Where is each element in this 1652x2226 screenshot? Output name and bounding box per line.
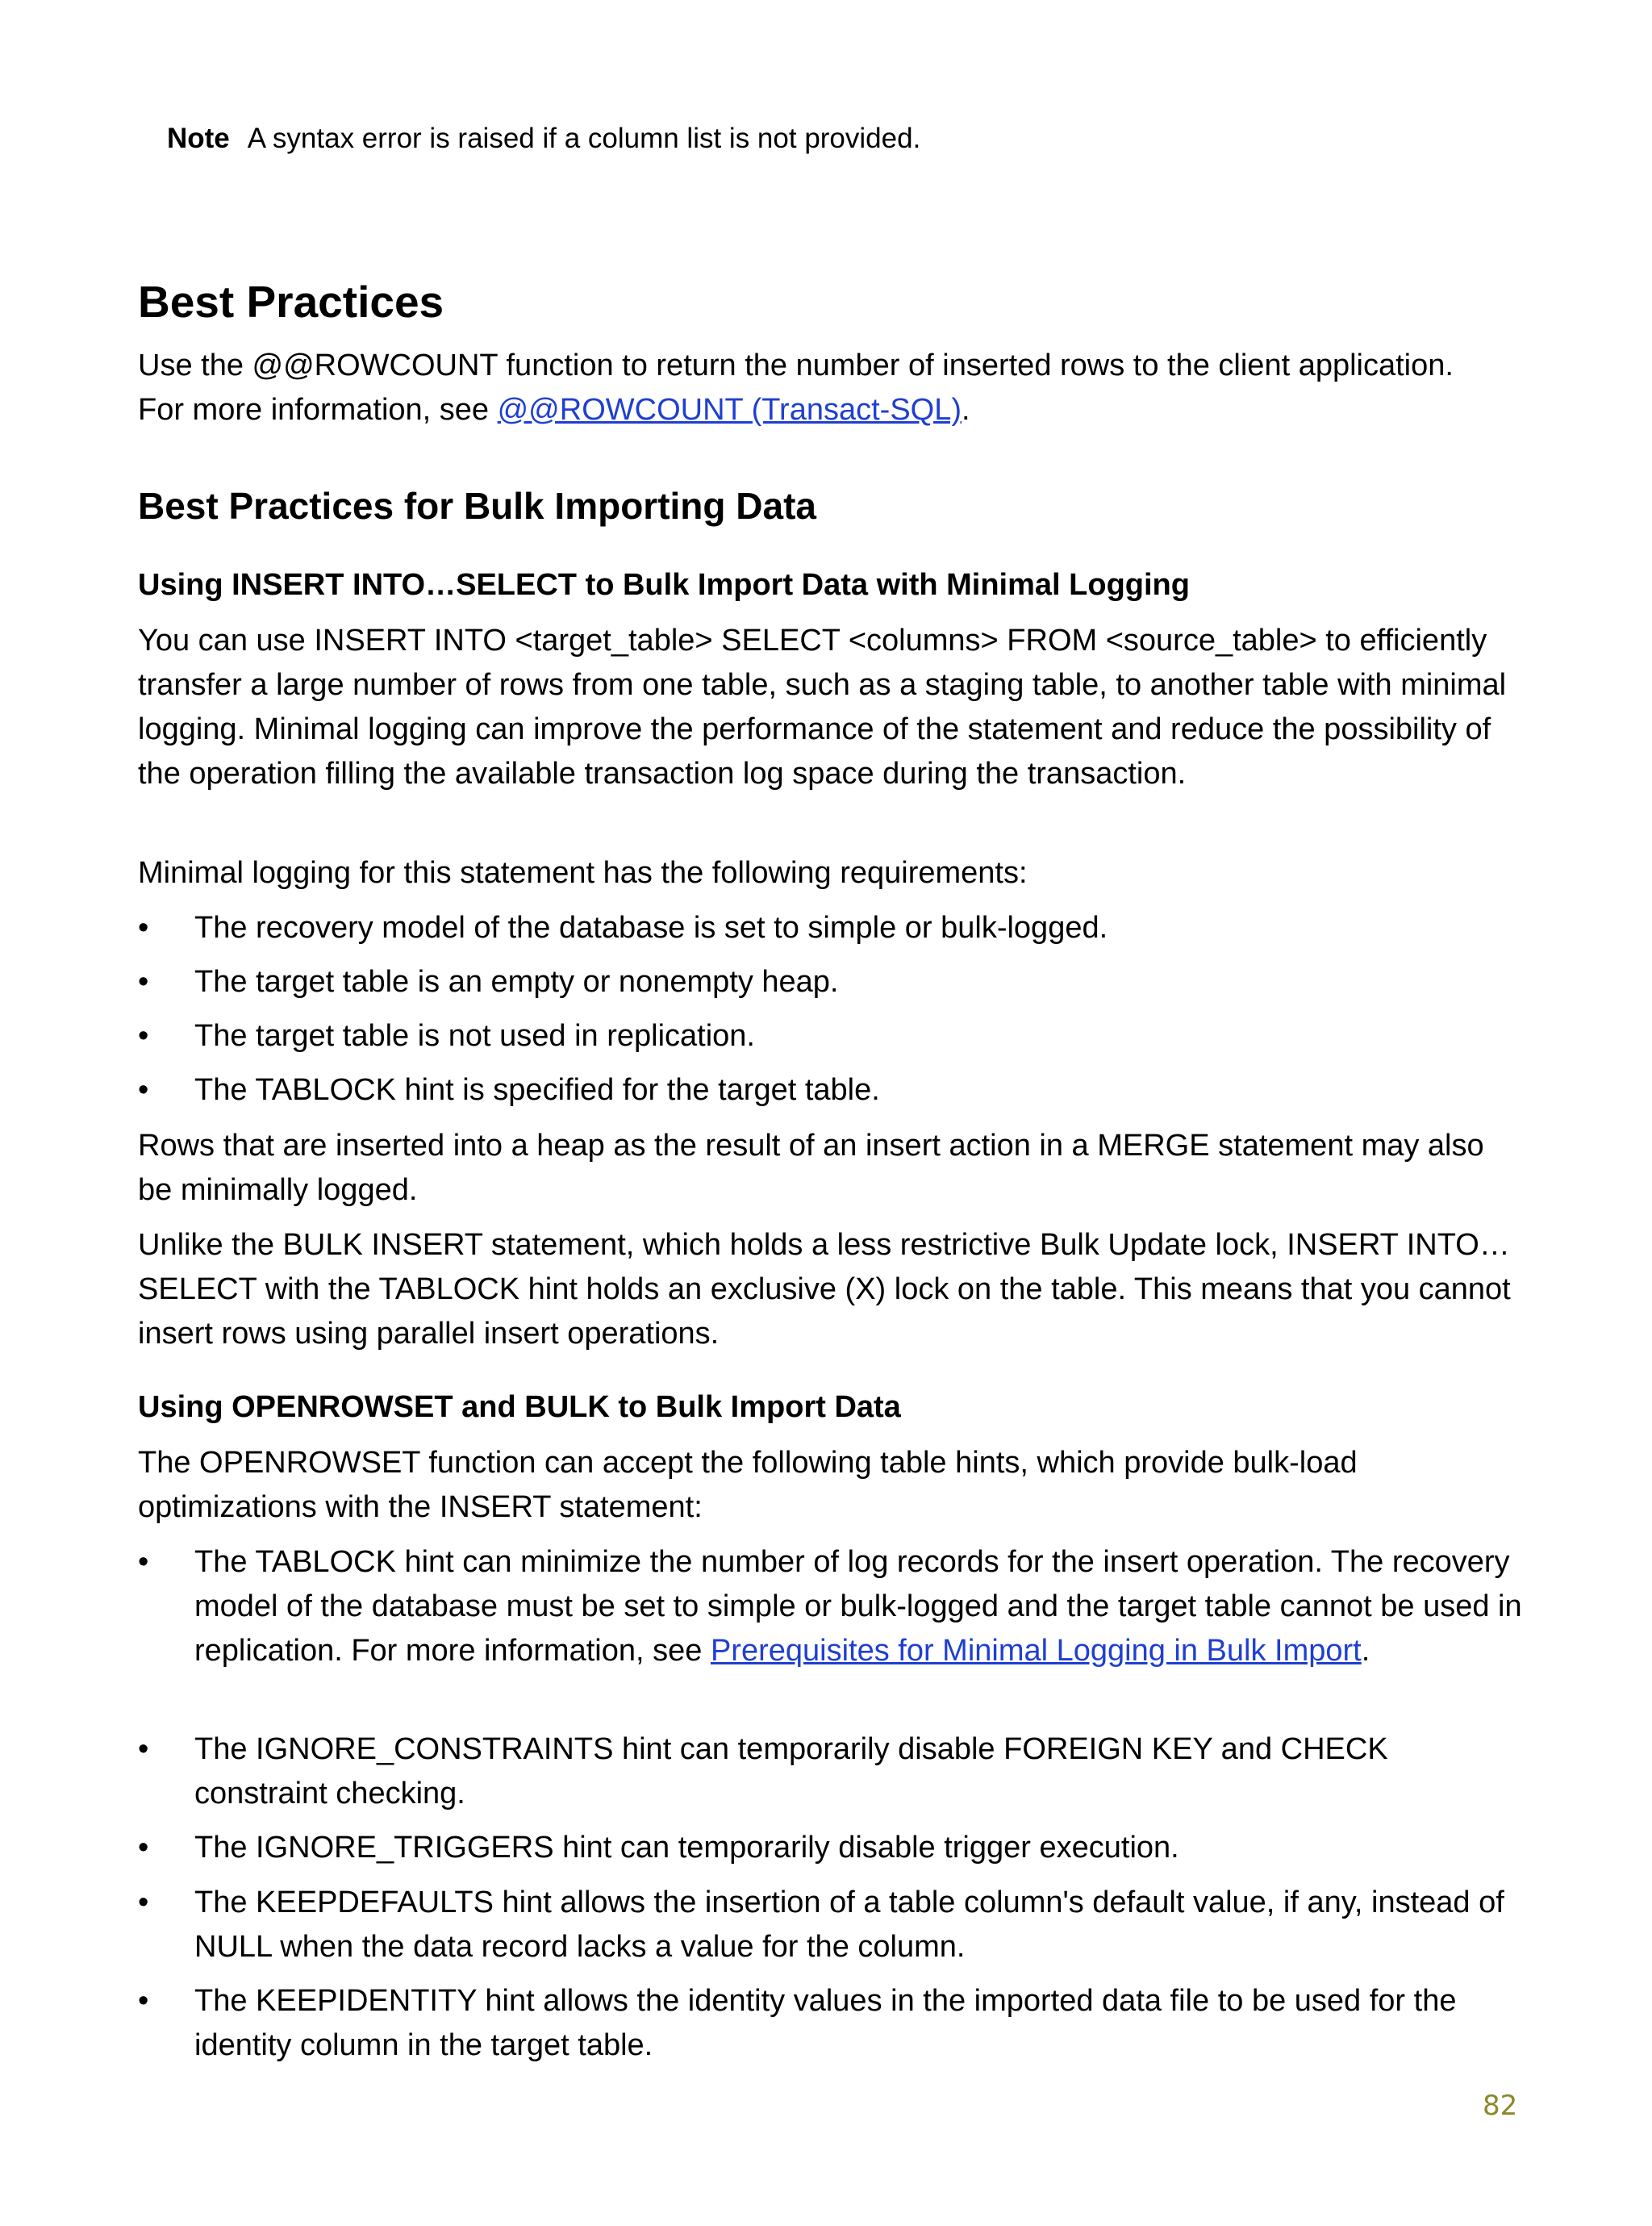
bullet-icon: •	[138, 1073, 149, 1107]
more-info-prefix: For more information, see	[138, 393, 498, 427]
list-item-text: The IGNORE_CONSTRAINTS hint can temporarily disable FOREIGN KEY and CHECK constraint checking.	[194, 1732, 1388, 1810]
openrowset-heading: Using OPENROWSET and BULK to Bulk Import Data	[138, 1390, 901, 1424]
merge-paragraph: Rows that are inserted into a heap as the result of an insert action in a MERGE statement may also be minimally logged.	[138, 1129, 1484, 1207]
bullet-icon: •	[138, 1019, 149, 1053]
list-item	[138, 906, 1525, 950]
bullet-icon: •	[138, 1831, 149, 1865]
note-text: A syntax error is raised if a column list is not provided.	[247, 123, 921, 154]
list-item	[138, 1979, 1525, 2068]
insert-select-heading: Using INSERT INTO…SELECT to Bulk Import Data with Minimal Logging	[138, 568, 1190, 602]
tablock-hint-suffix: .	[1361, 1634, 1370, 1668]
list-item	[138, 1014, 1525, 1059]
bullet-icon: •	[138, 1545, 149, 1579]
rowcount-link[interactable]: @@ROWCOUNT (Transact-SQL)	[497, 393, 962, 427]
insert-select-intro: You can use INSERT INTO <target_table> SELECT <columns> FROM <source_table> to efficiently transfer a large number of rows from one table, such as a staging table, to another table with minimal logging. Minimal logging can improve the performance of the statement and reduce the possibility of the operation filling the available transaction log space during the transaction.	[138, 624, 1507, 791]
bullet-icon: •	[138, 911, 149, 945]
list-item-text	[194, 1540, 1525, 1673]
list-item	[138, 1826, 1525, 1870]
bullet-icon: •	[138, 1732, 149, 1766]
best-practices-heading: Best Practices	[138, 277, 444, 327]
list-item-text: The KEEPIDENTITY hint allows the identity values in the imported data file to be used for the identity column in the target table.	[194, 1984, 1457, 2062]
note	[167, 123, 920, 155]
page-number: 82	[1483, 2090, 1518, 2122]
bullet-icon: •	[138, 965, 149, 999]
list-item	[138, 960, 1525, 1004]
best-practices-paragraph	[138, 344, 1525, 432]
requirements-intro: Minimal logging for this statement has the following requirements:	[138, 856, 1028, 890]
list-item-text: The target table is not used in replication.	[194, 1019, 755, 1053]
list-item-text: The IGNORE_TRIGGERS hint can temporarily disable trigger execution.	[194, 1831, 1179, 1865]
rowcount-sentence: Use the @@ROWCOUNT function to return the number of inserted rows to the client application.	[138, 349, 1454, 382]
more-info-suffix: .	[962, 393, 970, 427]
bulk-insert-lock-paragraph: Unlike the BULK INSERT statement, which holds a less restrictive Bulk Update lock, INSERT INTO…SELECT with the TABLOCK hint holds an exclusive (X) lock on the table. This means that you cannot insert rows using parallel insert operations.	[138, 1228, 1511, 1351]
list-item	[138, 1068, 1525, 1113]
tablock-hint-text: The TABLOCK hint can minimize the number of log records for the insert operation. The recovery model of the database must be set to simple or bulk-logged and the target table cannot be used in replication. For more information, see	[194, 1545, 1522, 1668]
note-label: Note	[167, 123, 230, 154]
openrowset-intro: The OPENROWSET function can accept the following table hints, which provide bulk-load optimizations with the INSERT statement:	[138, 1446, 1358, 1524]
bulk-importing-heading: Best Practices for Bulk Importing Data	[138, 485, 816, 527]
prerequisites-link[interactable]: Prerequisites for Minimal Logging in Bulk Import	[710, 1634, 1362, 1668]
list-item	[138, 1727, 1525, 1816]
list-item-text: The KEEPDEFAULTS hint allows the insertion of a table column's default value, if any, instead of NULL when the data record lacks a value for the column.	[194, 1886, 1504, 1964]
list-item	[138, 1540, 1525, 1673]
bullet-icon: •	[138, 1984, 149, 2018]
list-item-text: The target table is an empty or nonempty heap.	[194, 965, 839, 999]
list-item-text: The TABLOCK hint is specified for the target table.	[194, 1073, 880, 1107]
list-item	[138, 1881, 1525, 1969]
list-item-text: The recovery model of the database is set to simple or bulk-logged.	[194, 911, 1108, 945]
bullet-icon: •	[138, 1886, 149, 1919]
